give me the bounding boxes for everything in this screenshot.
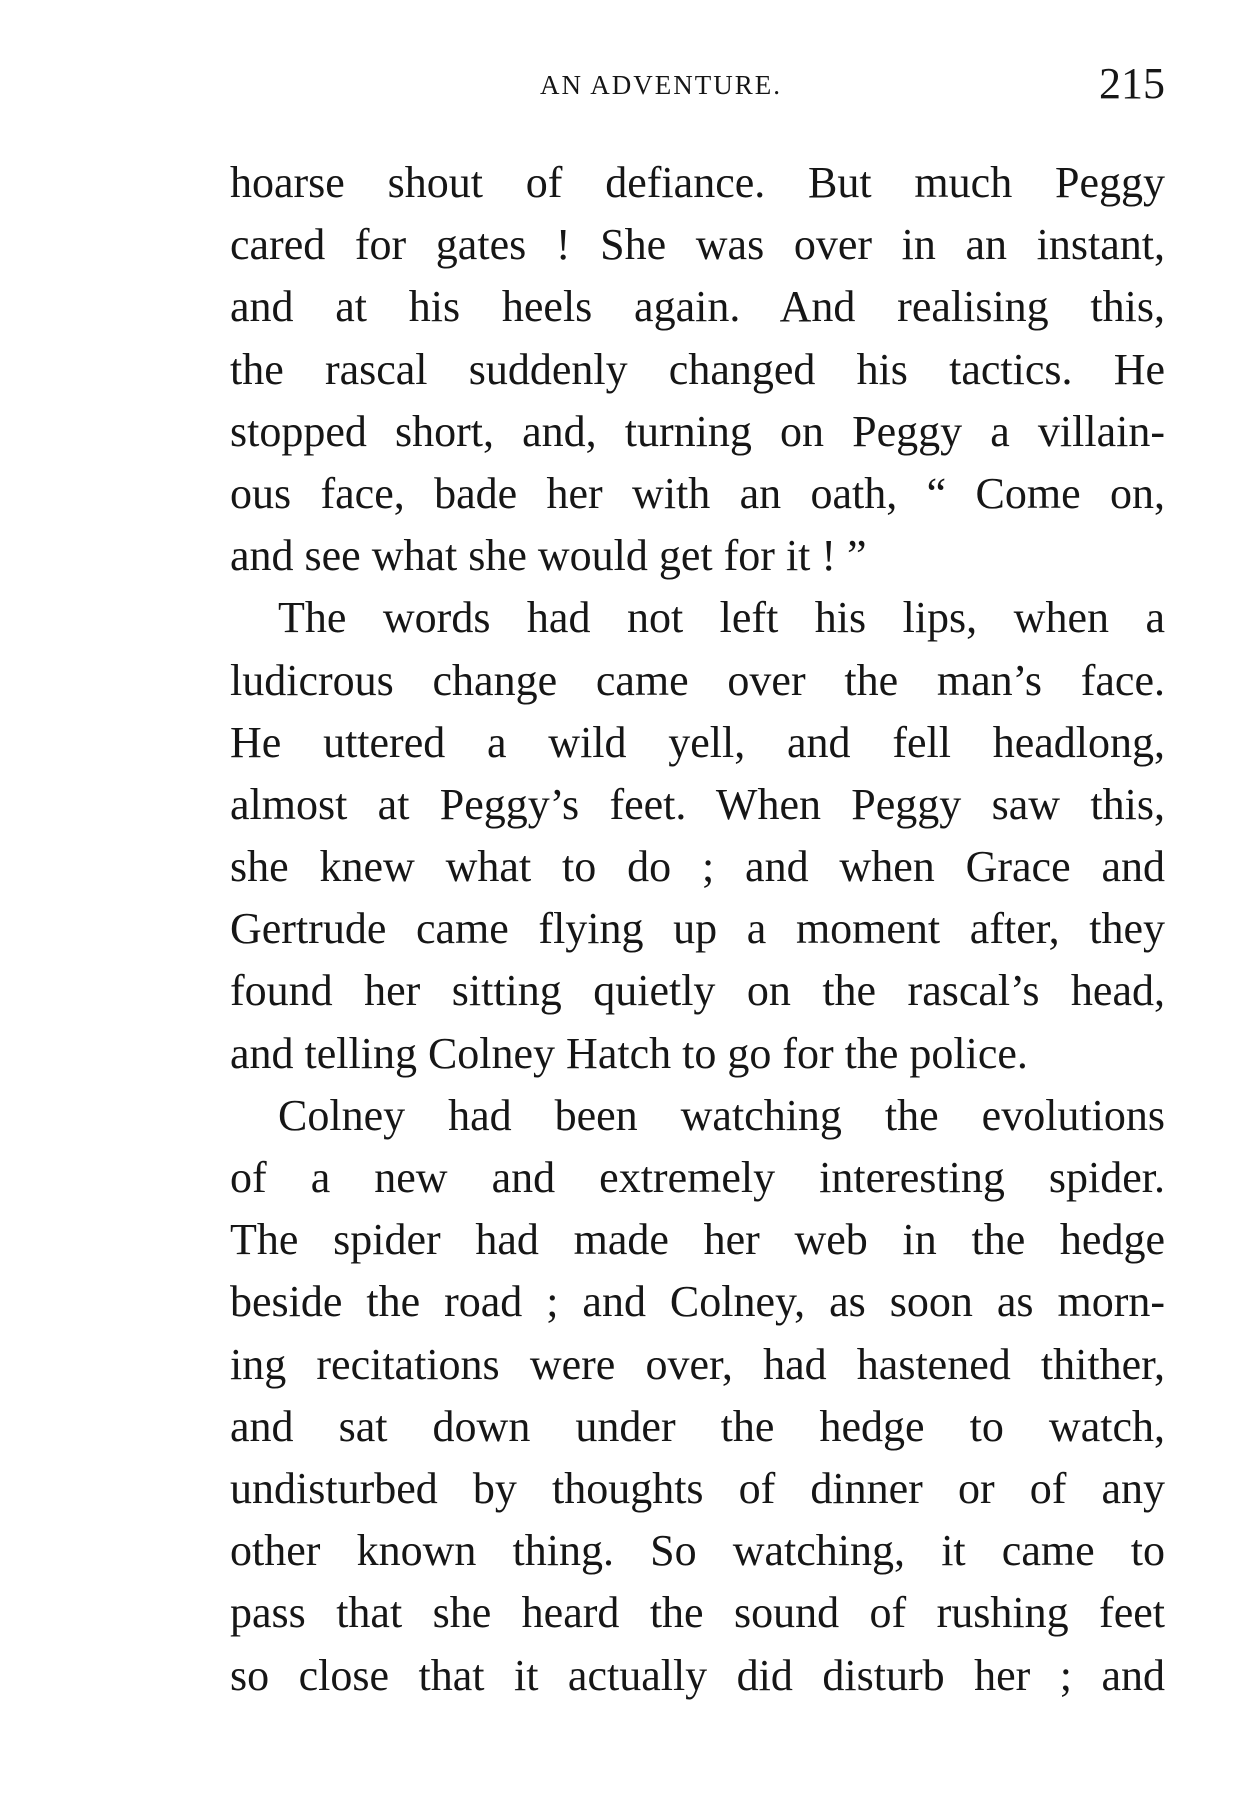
text-line: ludicrous change came over the man’s face. xyxy=(230,655,1165,705)
text-line: almost at Peggy’s feet. When Peggy saw this, xyxy=(230,779,1165,829)
text-line: The words had not left his lips, when a xyxy=(278,593,1165,643)
text-line: Colney had been watching the evolutions xyxy=(278,1090,1165,1140)
text-line: so close that it actually did disturb her ; and xyxy=(230,1650,1165,1700)
paragraph xyxy=(230,587,1165,1085)
text-line: ing recitations were over, had hastened thither, xyxy=(230,1339,1165,1389)
text-line: and sat down under the hedge to watch, xyxy=(230,1401,1165,1451)
text-line: and at his heels again. And realising this, xyxy=(230,282,1165,332)
text-line: undisturbed by thoughts of dinner or of any xyxy=(230,1463,1165,1513)
text-line: The spider had made her web in the hedge xyxy=(230,1215,1165,1265)
text-line: the rascal suddenly changed his tactics. He xyxy=(230,344,1165,394)
body-text xyxy=(230,152,1165,1707)
text-line: found her sitting quietly on the rascal’s head, xyxy=(230,966,1165,1016)
text-line: He uttered a wild yell, and fell headlong, xyxy=(230,717,1165,767)
page-number: 215 xyxy=(1099,59,1165,108)
chapter-title: AN ADVENTURE. xyxy=(540,70,782,100)
text-line: cared for gates ! She was over in an instant, xyxy=(230,220,1165,270)
text-line: stopped short, and, turning on Peggy a villain- xyxy=(230,406,1165,456)
text-line: beside the road ; and Colney, as soon as morn- xyxy=(230,1277,1165,1327)
paragraph xyxy=(230,1085,1165,1707)
text-line: ous face, bade her with an oath, “ Come on, xyxy=(230,468,1165,518)
text-line: and telling Colney Hatch to go for the police. xyxy=(230,1028,1028,1078)
text-line: pass that she heard the sound of rushing feet xyxy=(230,1588,1165,1638)
text-line: she knew what to do ; and when Grace and xyxy=(230,842,1165,892)
text-line: Gertrude came flying up a moment after, they xyxy=(230,904,1165,954)
text-line: of a new and extremely interesting spider. xyxy=(230,1153,1165,1202)
text-line: hoarse shout of defiance. But much Peggy xyxy=(230,158,1165,207)
running-head xyxy=(230,58,1165,108)
paragraph xyxy=(230,152,1165,587)
text-line: and see what she would get for it ! ” xyxy=(230,531,867,581)
text-line: other known thing. So watching, it came to xyxy=(230,1526,1165,1576)
